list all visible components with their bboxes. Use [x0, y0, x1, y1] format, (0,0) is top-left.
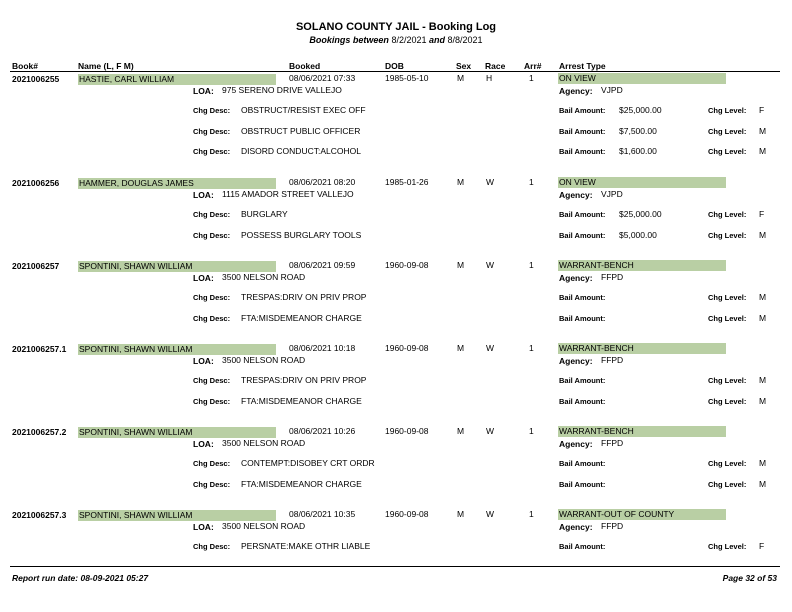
booked-datetime: 08/06/2021 10:18 — [289, 343, 356, 353]
bail-amount-label: Bail Amount: — [559, 106, 606, 115]
charge-description: BURGLARY — [241, 209, 288, 219]
loa-label: LOA: — [193, 86, 214, 96]
chg-level-label: Chg Level: — [708, 542, 747, 551]
book-number: 2021006257.1 — [12, 344, 67, 354]
dob: 1985-05-10 — [385, 73, 429, 83]
loa-label: LOA: — [193, 190, 214, 200]
loa-label: LOA: — [193, 439, 214, 449]
sex: M — [457, 509, 465, 519]
charge-description: OBSTRUCT/RESIST EXEC OFF — [241, 105, 366, 115]
race: W — [486, 509, 495, 519]
chg-desc-label: Chg Desc: — [193, 230, 231, 240]
chg-desc-label: Chg Desc: — [193, 210, 231, 219]
bail-amount-label: Bail Amount: — [559, 147, 606, 156]
inmate-name: SPONTINI, SHAWN WILLIAM — [78, 344, 276, 355]
arrest-number: 1 — [529, 426, 534, 436]
date-from: 8/2/2021 — [391, 35, 427, 45]
arrest-type: ON VIEW — [558, 177, 726, 188]
book-number: 2021006257.3 — [12, 510, 67, 520]
agency-label: Agency: — [559, 522, 593, 532]
report-subtitle — [0, 35, 792, 45]
agency-label: Agency: — [559, 86, 593, 96]
agency: FFPD — [601, 438, 624, 448]
charge-level: M — [759, 375, 767, 385]
chg-desc-label: Chg Desc: — [193, 293, 231, 302]
charge-level: M — [759, 458, 767, 468]
agency: VJPD — [601, 189, 623, 199]
header-rule — [10, 71, 780, 72]
col-header-name: Name (L, F M) — [78, 61, 134, 71]
chg-desc-label: Chg Desc: — [193, 313, 231, 323]
dob: 1960-09-08 — [385, 260, 429, 270]
charge-level: M — [759, 125, 767, 136]
loa-label: LOA: — [193, 356, 214, 366]
col-header-race: Race — [485, 61, 506, 71]
booked-datetime: 08/06/2021 09:59 — [289, 260, 356, 270]
bail-amount-label: Bail Amount: — [559, 542, 606, 551]
chg-level-label: Chg Level: — [708, 376, 747, 385]
chg-desc-label: Chg Desc: — [193, 106, 231, 115]
chg-level-label: Chg Level: — [708, 293, 747, 302]
chg-desc-label: Chg Desc: — [193, 459, 231, 468]
bail-amount-label: Bail Amount: — [559, 479, 606, 489]
chg-level-label: Chg Level: — [708, 210, 747, 219]
charge-level: F — [759, 541, 765, 551]
inmate-name: HAMMER, DOUGLAS JAMES — [78, 178, 276, 189]
agency-label: Agency: — [559, 190, 593, 200]
sex: M — [457, 343, 465, 353]
chg-desc-label: Chg Desc: — [193, 126, 231, 136]
arrest-type: WARRANT-BENCH — [558, 426, 726, 437]
book-number: 2021006257.2 — [12, 427, 67, 437]
inmate-name: HASTIE, CARL WILLIAM — [78, 74, 276, 85]
chg-level-label: Chg Level: — [708, 230, 747, 240]
col-header-booked: Booked — [289, 61, 321, 71]
col-header-book: Book# — [12, 61, 38, 71]
race: W — [486, 177, 495, 187]
chg-level-label: Chg Level: — [708, 126, 747, 136]
bail-amount: $25,000.00 — [619, 105, 662, 115]
bail-amount: $5,000.00 — [619, 229, 657, 240]
sex: M — [457, 260, 465, 270]
charge-description: FTA:MISDEMEANOR CHARGE — [241, 312, 362, 323]
footer-rule — [10, 566, 780, 567]
book-number: 2021006257 — [12, 261, 60, 271]
dob: 1960-09-08 — [385, 343, 429, 353]
chg-level-label: Chg Level: — [708, 313, 747, 323]
charge-description: FTA:MISDEMEANOR CHARGE — [241, 395, 362, 406]
dob: 1985-01-26 — [385, 177, 429, 187]
agency: FFPD — [601, 521, 624, 531]
bail-amount-label: Bail Amount: — [559, 230, 606, 240]
charge-level: M — [759, 229, 767, 240]
arrest-number: 1 — [529, 73, 534, 83]
inmate-name: SPONTINI, SHAWN WILLIAM — [78, 261, 276, 272]
arrest-number: 1 — [529, 343, 534, 353]
booked-datetime: 08/06/2021 10:26 — [289, 426, 356, 436]
loa-address: 975 SERENO DRIVE VALLEJO — [222, 85, 342, 95]
chg-desc-label: Chg Desc: — [193, 396, 231, 406]
arrest-type: WARRANT-OUT OF COUNTY — [558, 509, 726, 520]
inmate-name: SPONTINI, SHAWN WILLIAM — [78, 427, 276, 438]
chg-level-label: Chg Level: — [708, 147, 747, 156]
col-header-arr: Arr# — [524, 61, 542, 71]
bail-amount: $1,600.00 — [619, 146, 657, 156]
race: W — [486, 343, 495, 353]
loa-address: 3500 NELSON ROAD — [222, 438, 306, 448]
charge-description: OBSTRUCT PUBLIC OFFICER — [241, 125, 361, 136]
arrest-type: WARRANT-BENCH — [558, 260, 726, 271]
report-run-date: Report run date: 08-09-2021 05:27 — [12, 573, 149, 583]
sex: M — [457, 177, 465, 187]
arrest-number: 1 — [529, 509, 534, 519]
race: W — [486, 426, 495, 436]
date-to: 8/8/2021 — [447, 35, 483, 45]
loa-address: 3500 NELSON ROAD — [222, 272, 306, 282]
chg-level-label: Chg Level: — [708, 396, 747, 406]
agency: FFPD — [601, 355, 624, 365]
charge-level: M — [759, 292, 767, 302]
bail-amount-label: Bail Amount: — [559, 396, 606, 406]
charge-level: F — [759, 209, 765, 219]
subtitle-prefix: Bookings between — [309, 35, 389, 45]
charge-level: M — [759, 312, 767, 323]
book-number: 2021006256 — [12, 178, 60, 188]
arrest-type: ON VIEW — [558, 73, 726, 84]
agency-label: Agency: — [559, 273, 593, 283]
page-number: Page 32 of 53 — [722, 573, 777, 583]
bail-amount: $7,500.00 — [619, 125, 657, 136]
chg-level-label: Chg Level: — [708, 459, 747, 468]
charge-description: DISORD CONDUCT:ALCOHOL — [241, 146, 361, 156]
charge-description: PERSNATE:MAKE OTHR LIABLE — [241, 541, 371, 551]
race: W — [486, 260, 495, 270]
charge-level: F — [759, 105, 765, 115]
agency-label: Agency: — [559, 356, 593, 366]
loa-label: LOA: — [193, 273, 214, 283]
loa-address: 3500 NELSON ROAD — [222, 521, 306, 531]
booked-datetime: 08/06/2021 07:33 — [289, 73, 356, 83]
book-number: 2021006255 — [12, 74, 60, 84]
col-header-dob: DOB — [385, 61, 404, 71]
bail-amount-label: Bail Amount: — [559, 313, 606, 323]
arrest-type: WARRANT-BENCH — [558, 343, 726, 354]
chg-level-label: Chg Level: — [708, 106, 747, 115]
bail-amount-label: Bail Amount: — [559, 210, 606, 219]
booked-datetime: 08/06/2021 08:20 — [289, 177, 356, 187]
chg-desc-label: Chg Desc: — [193, 376, 231, 385]
agency: FFPD — [601, 272, 624, 282]
charge-description: FTA:MISDEMEANOR CHARGE — [241, 478, 362, 489]
col-header-arrest-type: Arrest Type — [559, 61, 606, 71]
charge-description: POSSESS BURGLARY TOOLS — [241, 229, 362, 240]
charge-description: TRESPAS:DRIV ON PRIV PROP — [241, 292, 367, 302]
bail-amount-label: Bail Amount: — [559, 293, 606, 302]
loa-address: 1115 AMADOR STREET VALLEJO — [222, 189, 354, 199]
col-header-sex: Sex — [456, 61, 472, 71]
charge-level: M — [759, 478, 767, 489]
chg-desc-label: Chg Desc: — [193, 147, 231, 156]
charge-level: M — [759, 146, 767, 156]
charge-description: TRESPAS:DRIV ON PRIV PROP — [241, 375, 367, 385]
booked-datetime: 08/06/2021 10:35 — [289, 509, 356, 519]
inmate-name: SPONTINI, SHAWN WILLIAM — [78, 510, 276, 521]
report-title: SOLANO COUNTY JAIL - Booking Log — [295, 21, 497, 33]
charge-description: CONTEMPT:DISOBEY CRT ORDR — [241, 458, 375, 468]
chg-desc-label: Chg Desc: — [193, 479, 231, 489]
chg-desc-label: Chg Desc: — [193, 542, 231, 551]
agency-label: Agency: — [559, 439, 593, 449]
bail-amount-label: Bail Amount: — [559, 126, 606, 136]
dob: 1960-09-08 — [385, 509, 429, 519]
loa-label: LOA: — [193, 522, 214, 532]
race: H — [486, 73, 493, 83]
bail-amount: $25,000.00 — [619, 209, 662, 219]
arrest-number: 1 — [529, 260, 534, 270]
sex: M — [457, 73, 465, 83]
subtitle-and: and — [429, 35, 446, 45]
sex: M — [457, 426, 465, 436]
chg-level-label: Chg Level: — [708, 479, 747, 489]
charge-level: M — [759, 395, 767, 406]
arrest-number: 1 — [529, 177, 534, 187]
dob: 1960-09-08 — [385, 426, 429, 436]
bail-amount-label: Bail Amount: — [559, 459, 606, 468]
agency: VJPD — [601, 85, 623, 95]
loa-address: 3500 NELSON ROAD — [222, 355, 306, 365]
bail-amount-label: Bail Amount: — [559, 376, 606, 385]
